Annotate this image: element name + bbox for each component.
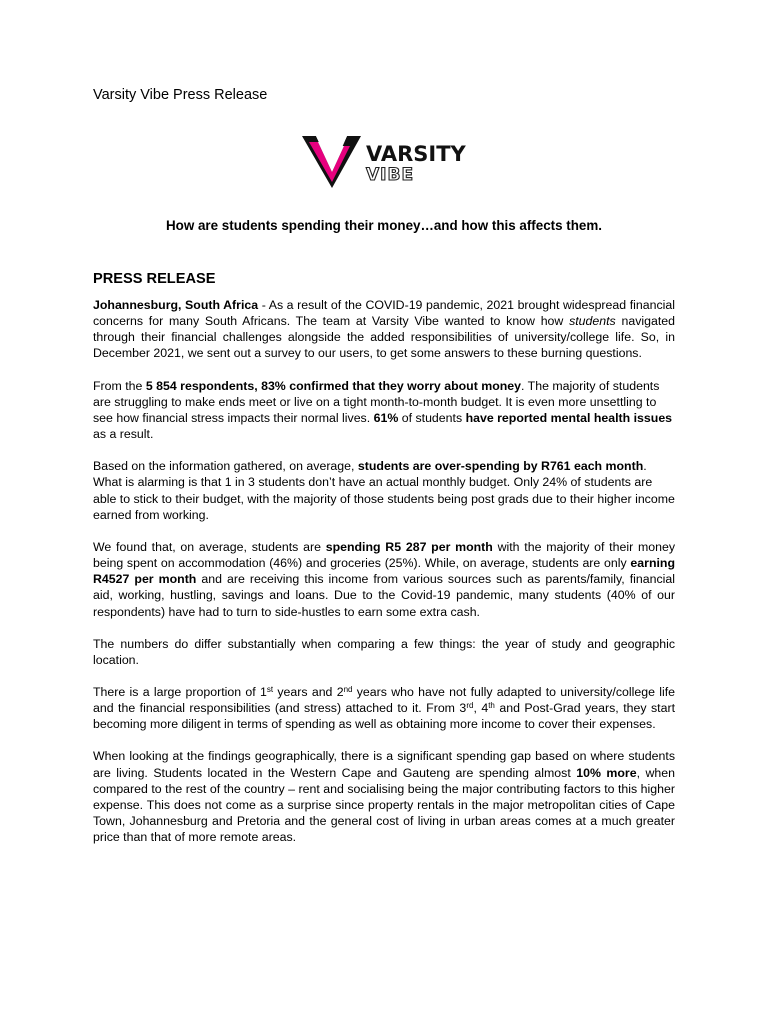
- paragraph-text: with the majority of their money being spent on accommodation (46%) and groceries (25%). While, on average, students are only: [93, 539, 675, 571]
- paragraph-text: - As a result of the COVID-19 pandemic, 2021 brought widespread financial concerns for many South Africans. The team at Varsity Vibe wanted to know how: [93, 298, 675, 329]
- paragraph-text: , 4: [473, 701, 489, 716]
- paragraph-text-sup: th: [488, 701, 495, 711]
- paragraph-text-sup: rd: [466, 701, 474, 711]
- paragraph-text-bold: spending R5 287 per month: [325, 539, 493, 554]
- paragraph-text-bold: 5 854 respondents, 83% confirmed that they worry about money: [145, 378, 522, 393]
- paragraph-text-bold: 61%: [373, 410, 399, 425]
- logo-word-varsity: VARSITY: [366, 142, 466, 166]
- paragraph-text: From the: [93, 378, 146, 393]
- varsity-vibe-logo: [300, 132, 470, 190]
- paragraph-text: of students: [398, 410, 466, 425]
- paragraph-text: years and 2: [273, 684, 344, 699]
- paragraph-text-sup: st: [266, 684, 274, 694]
- paragraph-text-bold: 10% more: [576, 765, 637, 780]
- paragraph: [93, 539, 675, 620]
- section-title: PRESS RELEASE: [93, 271, 216, 287]
- paragraph: [93, 458, 675, 523]
- paragraph-text-italic: students: [569, 314, 616, 329]
- paragraph-text-bold: students are over-spending by R761 each month: [357, 459, 644, 474]
- paragraph-text: . What is alarming is that 1 in 3 students don’t have an actual monthly budget. Only 24% of students are able to stick to their budget, with the majority of those students being post grads due to their higher income earned from working.: [93, 459, 675, 522]
- paragraph-text: and are receiving this income from various sources such as parents/family, financial aid, working, hustling, savings and loans. Due to the Covid-19 pandemic, many students (40% of our respondents) have had to turn to side-hustles to earn some extra cash.: [93, 572, 676, 619]
- headline: How are students spending their money…and how this affects them.: [166, 218, 602, 233]
- paragraph: [93, 297, 675, 362]
- paragraph-text-bold: Johannesburg, South Africa: [93, 298, 259, 312]
- paragraph-text: navigated through their financial challenges alongside the added responsibilities of university/college life. So, in December 2021, we sent out a survey to our users, to get some answers to these burning questions.: [93, 314, 675, 361]
- paragraph-text-sup: nd: [343, 684, 353, 694]
- paragraph-text: years who have not fully adapted to university/college life and the financial responsibilities (and stress) attached to it. From 3: [93, 684, 676, 716]
- paragraph: [93, 378, 675, 443]
- paragraph-text-bold: earning R4527 per month: [93, 556, 675, 587]
- paragraph-text: When looking at the findings geographically, there is a significant spending gap based on where students are living. Students located in the Western Cape and Gauteng are spending almost: [93, 749, 675, 780]
- paragraph-text: . The majority of students are struggling to make ends meet or live on a tight month-to-month budget. It is even more unsettling to see how financial stress impacts their normal lives.: [93, 378, 660, 425]
- paragraph: [93, 684, 675, 732]
- press-release-body: [93, 297, 675, 861]
- paragraph-text: as a result.: [93, 427, 154, 442]
- paragraph-text: There is a large proportion of 1: [93, 684, 267, 699]
- paragraph-text: , when compared to the rest of the country – rent and socialising being the major contributing factors to this higher expense. This does not come as a surprise since property rentals in the major metropolitan cities of Cape Town, Johannesburg and Pretoria and the general cost of living in urban areas comes at a much greater price than that of more remote areas.: [93, 765, 675, 845]
- paragraph-text: Based on the information gathered, on average,: [93, 459, 358, 474]
- paragraph: [93, 636, 675, 668]
- logo-word-vibe: VIBE: [366, 165, 415, 185]
- paragraph: [93, 748, 675, 845]
- document-header: Varsity Vibe Press Release: [93, 87, 268, 103]
- paragraph-text: The numbers do differ substantially when comparing a few things: the year of study and geographic location.: [93, 636, 675, 667]
- paragraph-text-bold: have reported mental health issues: [465, 410, 673, 425]
- paragraph-text: We found that, on average, students are: [93, 539, 326, 554]
- paragraph-text: and Post-Grad years, they start becoming more diligent in terms of spending as well as obtaining more income to cover their expenses.: [93, 701, 675, 732]
